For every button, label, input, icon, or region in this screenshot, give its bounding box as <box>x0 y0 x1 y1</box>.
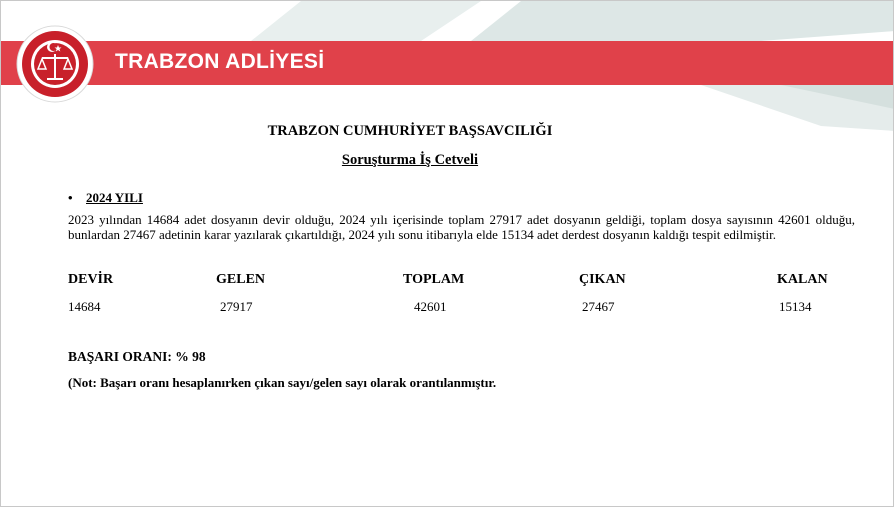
bullet-icon: • <box>68 190 73 205</box>
column-header-devir: DEVİR <box>68 272 114 287</box>
column-header-cikan: ÇIKAN <box>579 272 626 287</box>
value-gelen: 27917 <box>220 299 253 314</box>
column-header-kalan: KALAN <box>777 272 828 287</box>
court-emblem-icon <box>16 25 94 103</box>
banner-title: TRABZON ADLİYESİ <box>115 50 325 73</box>
success-rate: BAŞARI ORANI: % 98 <box>68 349 206 364</box>
value-devir: 14684 <box>68 299 101 314</box>
year-label: 2024 YILI <box>86 190 143 205</box>
document-subheading: Soruşturma İş Cetveli <box>341 152 479 168</box>
value-cikan: 27467 <box>582 299 615 314</box>
summary-paragraph: 2023 yılından 14684 adet dosyanın devir olduğu, 2024 yılı içerisinde toplam 27917 adet dosyanın geldiği, toplam dosya sayısının 42601 olduğu, bunlardan 27467 adetinin karar yazılarak çıkartıldığı, 2024 yılı sonu itibarıyla elde 15134 adet derdest dosyanın kaldığı tespit edilmiştir. <box>68 212 855 242</box>
column-header-gelen: GELEN <box>216 272 266 287</box>
value-kalan: 15134 <box>779 299 812 314</box>
column-header-toplam: TOPLAM <box>403 272 465 287</box>
document-heading: TRABZON CUMHURİYET BAŞSAVCILIĞI <box>267 123 553 139</box>
note-text: (Not: Başarı oranı hesaplanırken çıkan sayı/gelen sayı olarak orantılanmıştır. <box>68 375 497 390</box>
value-toplam: 42601 <box>414 299 447 314</box>
